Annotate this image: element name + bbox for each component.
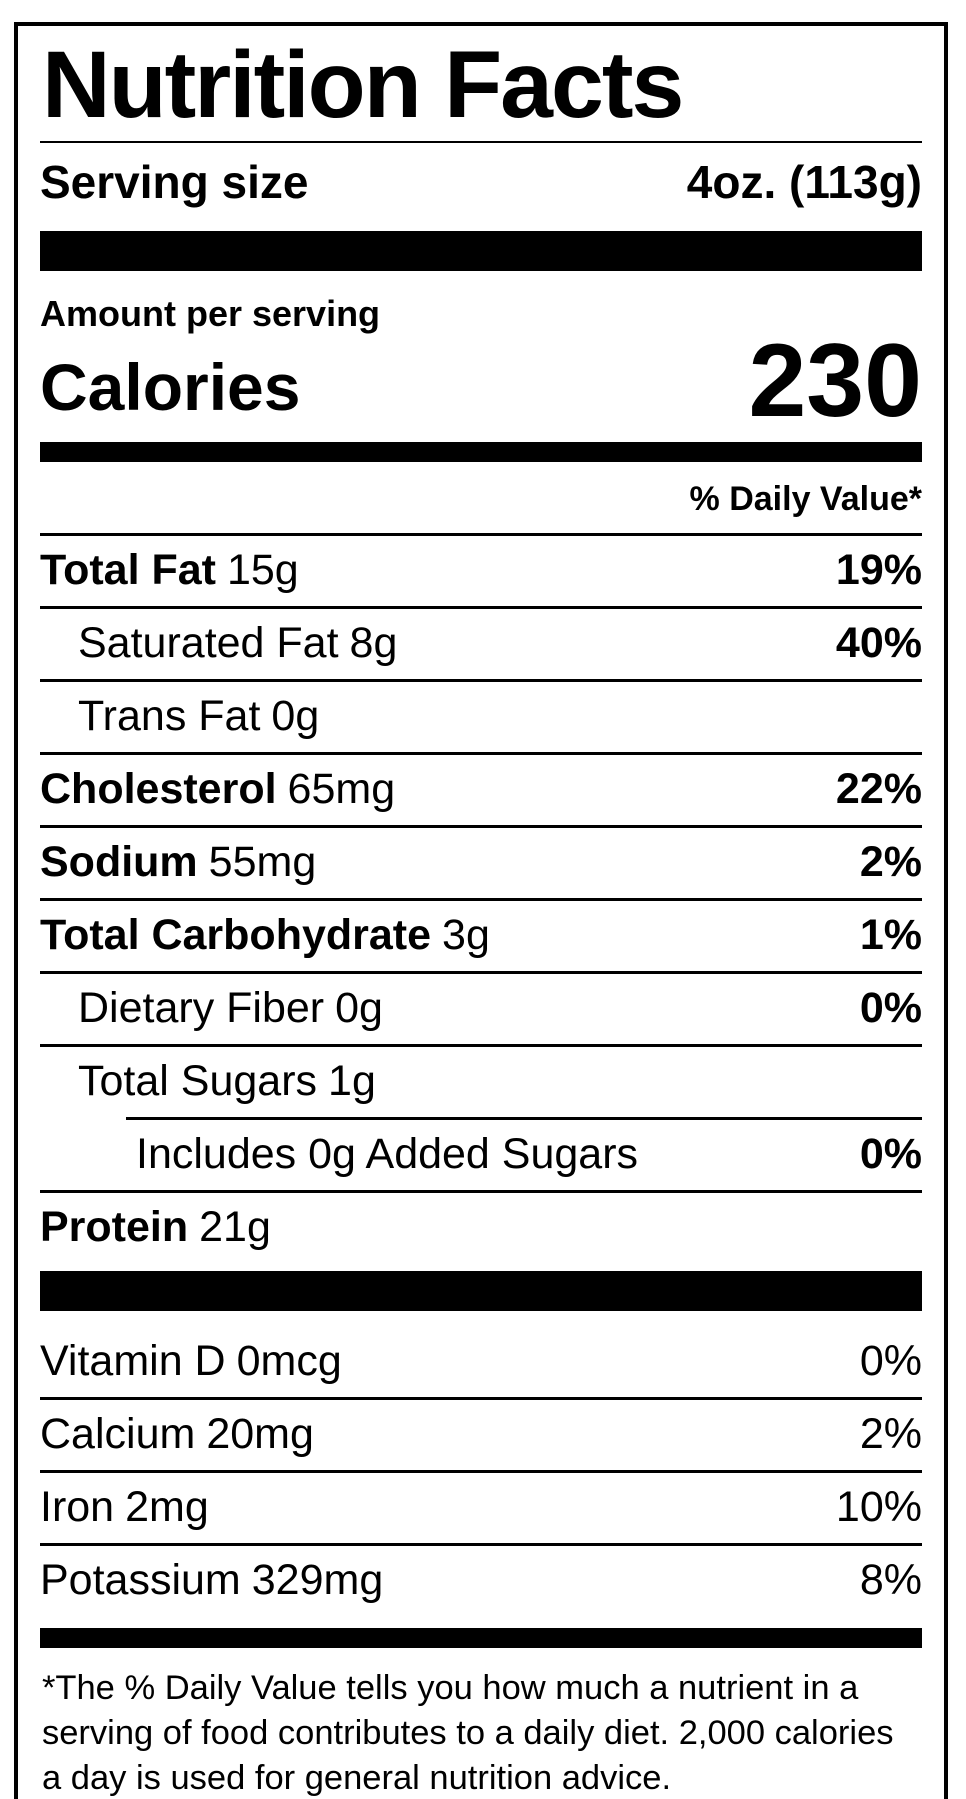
row-name: Cholesterol — [40, 765, 277, 814]
row-amount: 3g — [442, 911, 490, 960]
row-daily-value: 0% — [859, 1337, 922, 1386]
row-name: Saturated Fat — [78, 619, 339, 668]
nutrition-facts-label — [14, 22, 948, 1799]
medium-separator-bar-footnote — [40, 1628, 922, 1648]
row-amount: 21g — [199, 1203, 271, 1252]
row-name: Protein — [40, 1203, 189, 1252]
row-amount: 0g — [335, 984, 383, 1033]
row-amount: 0mcg — [236, 1337, 342, 1386]
row-daily-value: 2% — [859, 1410, 922, 1459]
nutrient-row-protein — [40, 1193, 922, 1263]
row-daily-value: 22% — [835, 765, 922, 814]
row-daily-value: 2% — [859, 838, 922, 887]
row-name: Dietary Fiber — [78, 984, 325, 1033]
row-name: Total Sugars — [78, 1057, 318, 1106]
serving-size-row — [40, 143, 922, 223]
row-amount: 15g — [226, 546, 299, 595]
row-name: Calcium — [40, 1410, 196, 1459]
row-amount: 55mg — [208, 838, 317, 887]
row-daily-value: 1% — [859, 911, 922, 960]
thick-separator-bar-top — [40, 231, 922, 271]
nutrient-row-dietary-fiber — [40, 974, 922, 1044]
row-daily-value: 40% — [835, 619, 922, 668]
nutrient-row-includes-0g-added-sugars — [40, 1120, 922, 1190]
row-daily-value: 0% — [859, 1130, 922, 1179]
row-name: Sodium — [40, 838, 198, 887]
row-amount: 2mg — [125, 1483, 209, 1532]
row-name: Total Fat — [40, 546, 216, 595]
row-daily-value: 19% — [835, 546, 922, 595]
row-amount: 1g — [328, 1057, 376, 1106]
vitamin-row-potassium — [40, 1546, 922, 1616]
row-amount: 20mg — [206, 1410, 314, 1459]
row-amount: 65mg — [287, 765, 396, 814]
nutrient-rows-section — [40, 536, 922, 1263]
nutrient-row-sodium — [40, 828, 922, 898]
serving-size-value: 4oz. (113g) — [686, 155, 922, 208]
vitamin-row-calcium — [40, 1400, 922, 1470]
label-title: Nutrition Facts — [42, 32, 683, 138]
row-amount: 0g — [271, 692, 320, 741]
thick-separator-bar-vitamins — [40, 1271, 922, 1311]
row-daily-value: 8% — [859, 1556, 922, 1605]
nutrient-row-cholesterol — [40, 755, 922, 825]
medium-separator-bar-calories — [40, 442, 922, 462]
daily-value-header: % Daily Value* — [40, 470, 922, 536]
nutrient-row-saturated-fat — [40, 609, 922, 679]
calories-value: 230 — [748, 322, 922, 439]
vitamin-row-vitamin-d — [40, 1327, 922, 1397]
row-name: Includes 0g Added Sugars — [136, 1130, 639, 1179]
footnote: *The % Daily Value tells you how much a nutrient in a serving of food contributes to a daily diet. 2,000 calories a day is used for general nutrition advice. — [42, 1669, 894, 1797]
row-amount: 329mg — [251, 1556, 384, 1605]
nutrient-row-total-sugars — [40, 1047, 922, 1117]
row-name: Total Carbohydrate — [40, 911, 432, 960]
vitamin-rows-section — [40, 1327, 922, 1616]
nutrient-row-total-carbohydrate — [40, 901, 922, 971]
nutrient-row-trans-fat — [40, 682, 922, 752]
row-amount: 8g — [349, 619, 398, 668]
row-name: Vitamin D — [40, 1337, 226, 1386]
serving-size-label: Serving size — [40, 155, 309, 208]
vitamin-row-iron — [40, 1473, 922, 1543]
row-name: Potassium — [40, 1556, 241, 1605]
row-name: Iron — [40, 1483, 115, 1532]
nutrient-row-total-fat — [40, 536, 922, 606]
calories-row — [40, 322, 922, 439]
row-daily-value: 10% — [835, 1483, 922, 1532]
calories-label: Calories — [40, 350, 301, 425]
row-daily-value: 0% — [859, 984, 922, 1033]
row-name: Trans Fat — [78, 692, 261, 741]
amount-per-serving-label: Amount per serving — [40, 292, 381, 334]
